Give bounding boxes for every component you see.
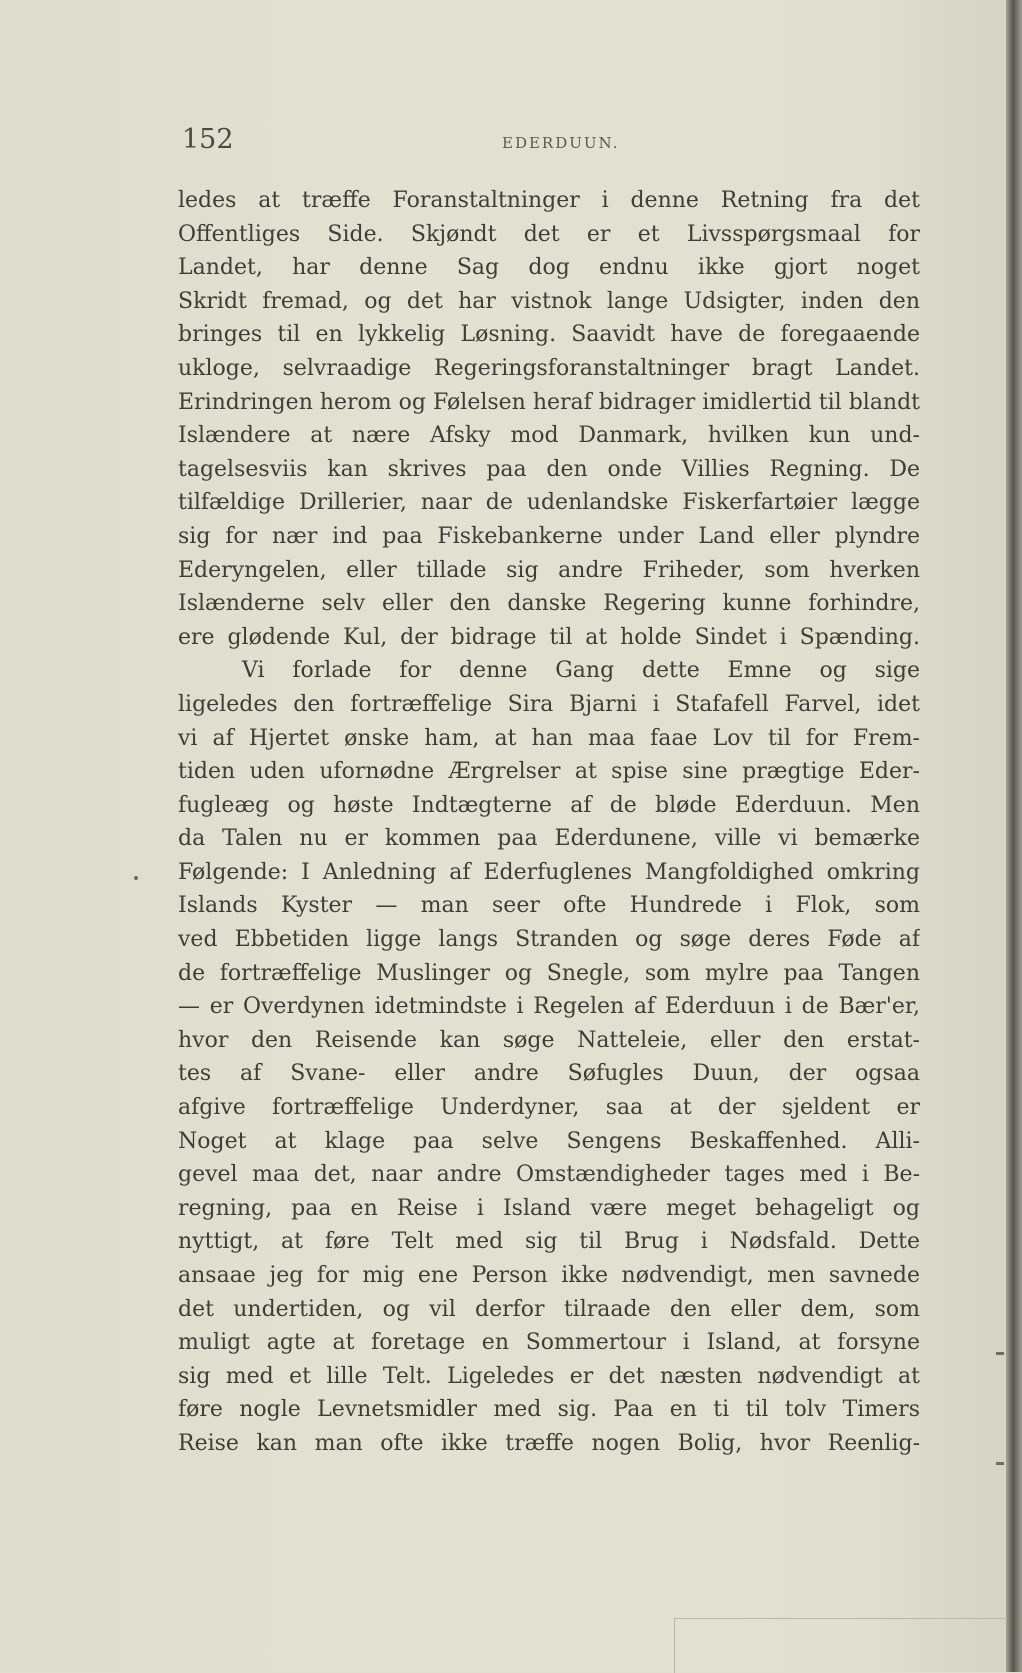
text-line: ukloge, selvraadige Regeringsforanstaltninger bragt Landet. [178, 355, 920, 381]
text-line: Islænderne selv eller den danske Regering kunne forhindre, [178, 591, 920, 617]
edge-mark [996, 1352, 1004, 1355]
text-line: de fortræffelige Muslinger og Snegle, som mylre paa Tangen [178, 960, 920, 986]
page-number: 152 [182, 124, 234, 155]
text-line: regning, paa en Reise i Island være meget behageligt og [178, 1195, 920, 1221]
body-text [178, 184, 920, 1461]
text-line: fugleæg og høste Indtægterne af de bløde Ederduun. Men [178, 792, 920, 818]
text-line: det undertiden, og vil derfor tilraade den eller dem, som [178, 1296, 920, 1322]
text-line: tes af Svane- eller andre Søfugles Duun, der ogsaa [178, 1061, 920, 1087]
text-line: Ederyngelen, eller tillade sig andre Friheder, som hverken [178, 557, 920, 583]
text-line: ansaae jeg for mig ene Person ikke nødvendigt, men savnede [178, 1263, 920, 1288]
running-head: EDERDUUN. [502, 134, 620, 152]
text-line: ere glødende Kul, der bidrage til at holde Sindet i Spænding. [178, 624, 920, 650]
text-line: Offentliges Side. Skjøndt det er et Livsspørgsmaal for [178, 221, 920, 247]
text-line: ledes at træffe Foranstaltninger i denne Retning fra det [178, 188, 920, 213]
text-line: Vi forlade for denne Gang dette Emne og sige [242, 658, 920, 684]
text-line: hvor den Reisende kan søge Natteleie, eller den erstat- [178, 1027, 920, 1053]
text-line: sig med et lille Telt. Ligeledes er det næsten nødvendigt at [178, 1363, 920, 1389]
text-line: Følgende: I Anledning af Ederfuglenes Mangfoldighed omkring [178, 859, 920, 885]
text-line: Landet, har denne Sag dog endnu ikke gjort noget [178, 255, 920, 281]
margin-dot [134, 876, 138, 880]
page-edge-shadow [1006, 0, 1022, 1672]
text-line: Erindringen herom og Følelsen heraf bidrager imidlertid til blandt [178, 389, 920, 415]
text-line: bringes til en lykkelig Løsning. Saavidt have de foregaaende [178, 322, 920, 348]
text-line: da Talen nu er kommen paa Ederdunene, ville vi bemærke [178, 826, 920, 852]
text-line: gevel maa det, naar andre Omstændigheder tages med i Be- [178, 1162, 920, 1188]
text-line: tiden uden ufornødne Ærgrelser at spise sine prægtige Eder- [178, 759, 920, 785]
text-line: Islændere at nære Afsky mod Danmark, hvilken kun und- [178, 423, 920, 449]
edge-mark [996, 1462, 1004, 1465]
text-line: sig for nær ind paa Fiskebankerne under Land eller plyndre [178, 523, 920, 549]
text-line: Skridt fremad, og det har vistnok lange Udsigter, inden den [178, 288, 920, 314]
text-line: tilfældige Drillerier, naar de udenlandske Fiskerfartøier lægge [178, 490, 920, 516]
scan-corner-frame [674, 1618, 1007, 1673]
text-line: nyttigt, at føre Telt med sig til Brug i Nødsfald. Dette [178, 1229, 920, 1255]
text-line: vi af Hjertet ønske ham, at han maa faae Lov til for Frem- [178, 725, 920, 751]
text-line: — er Overdynen idetmindste i Regelen af Ederduun i de Bær'er, [178, 994, 920, 1020]
text-line: tagelsesviis kan skrives paa den onde Villies Regning. De [178, 456, 920, 482]
text-line: føre nogle Levnetsmidler med sig. Paa en ti til tolv Timers [178, 1397, 920, 1423]
text-line: Noget at klage paa selve Sengens Beskaffenhed. Alli- [178, 1128, 920, 1154]
text-line: ved Ebbetiden ligge langs Stranden og søge deres Føde af [178, 927, 920, 953]
text-line: muligt agte at foretage en Sommertour i Island, at forsyne [178, 1330, 920, 1356]
text-line: Islands Kyster — man seer ofte Hundrede i Flok, som [178, 893, 920, 919]
text-line: Reise kan man ofte ikke træffe nogen Bolig, hvor Reenlig- [178, 1430, 920, 1456]
page-header [182, 124, 920, 164]
text-line: ligeledes den fortræffelige Sira Bjarni i Stafafell Farvel, idet [178, 691, 920, 717]
text-line: afgive fortræffelige Underdyner, saa at der sjeldent er [178, 1095, 920, 1121]
